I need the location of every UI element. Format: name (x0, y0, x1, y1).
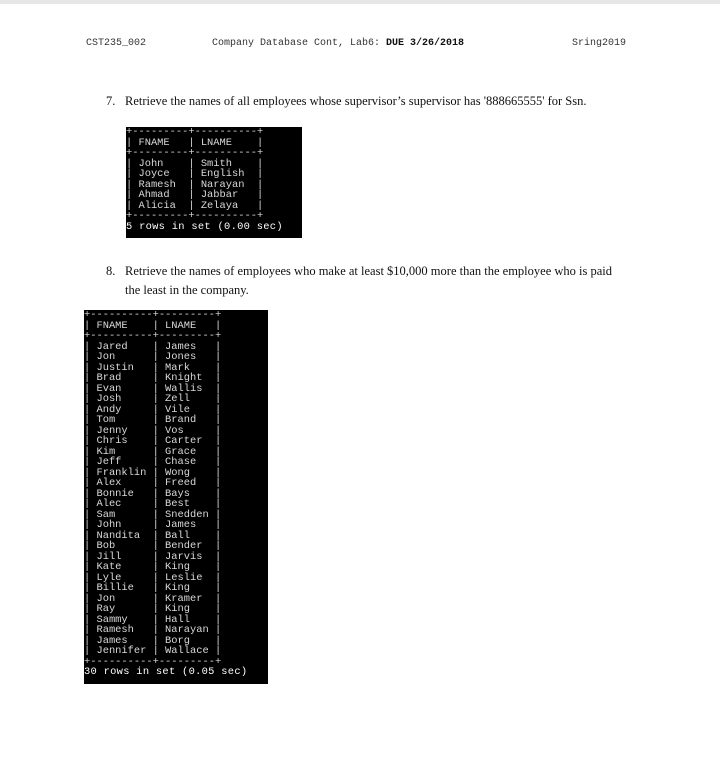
table-row: | Chris | Carter | (84, 435, 222, 447)
table-row: | Bonnie | Bays | (84, 487, 222, 500)
table-row: | Sammy | Hall | (84, 613, 222, 626)
table-row: | Kim | Grace | (84, 445, 222, 458)
table-border: +----------+---------+ (84, 310, 222, 321)
table-row: | Jeff | Chase | (84, 456, 222, 468)
table-row: | Ahmad | Jabbar | (126, 189, 264, 201)
lab-title-text: Company Database Cont, Lab6: (212, 38, 381, 49)
table-row: | Jennifer | Wallace | (84, 645, 222, 657)
table-row: | Ray | King | (84, 603, 222, 615)
query-result-console (84, 310, 268, 684)
table-row: | Brad | Knight | (84, 372, 222, 384)
table-row: | Ramesh | Narayan | (84, 624, 222, 636)
table-row: | Jenny | Vos | (84, 424, 222, 437)
table-header-row: | FNAME | LNAME | (126, 136, 264, 149)
table-row: | Tom | Brand | (84, 414, 222, 426)
table-border: +---------+----------+ (126, 127, 264, 138)
table-header-row: | FNAME | LNAME | (84, 319, 222, 332)
question-text: Retrieve the names of employees who make at least $10,000 more than the employee who is paid the least in the company. (125, 264, 613, 297)
table-row: | Evan | Wallis | (84, 382, 222, 395)
result-summary: 5 rows in set (0.00 sec) (126, 220, 283, 233)
table-row: | Sam | Snedden | (84, 508, 222, 521)
table-row: | Joyce | English | (126, 168, 264, 180)
table-row: | Alex | Freed | (84, 477, 222, 489)
table-row: | Kate | King | (84, 561, 222, 573)
due-date: DUE 3/26/2018 (386, 38, 465, 49)
table-border: +---------+----------+ (126, 210, 264, 222)
table-row: | Ramesh | Narayan | (126, 178, 264, 191)
page-top-strip (0, 0, 720, 4)
lab-title (212, 38, 464, 49)
question-number: 8. (106, 264, 116, 278)
table-row: | Jon | Kramer | (84, 592, 222, 605)
table-row: | Andy | Vile | (84, 403, 222, 416)
table-border: +----------+---------+ (84, 330, 222, 342)
table-row: | Alec | Best | (84, 498, 222, 510)
table-row: | Alicia | Zelaya | (126, 199, 264, 212)
table-row: | John | Smith | (126, 157, 264, 170)
table-row: | Jon | Jones | (84, 351, 222, 363)
table-row: | Josh | Zell | (84, 393, 222, 405)
table-row: | James | Borg | (84, 634, 222, 647)
table-row: | Lyle | Leslie | (84, 571, 222, 584)
table-row: | Franklin | Wong | (84, 466, 222, 479)
query-result-console (126, 127, 302, 238)
table-row: | John | James | (84, 519, 222, 531)
result-summary: 30 rows in set (0.05 sec) (84, 666, 248, 678)
table-border: +----------+---------+ (84, 655, 222, 668)
term-label: Sring2019 (572, 38, 627, 49)
table-border: +---------+----------+ (126, 147, 264, 159)
table-row: | Jill | Jarvis | (84, 550, 222, 563)
course-code: CST235_002 (86, 38, 147, 49)
table-row: | Justin | Mark | (84, 361, 222, 374)
question-text: Retrieve the names of all employees whose supervisor’s supervisor has '888665555' for Ssn. (125, 94, 587, 108)
table-row: | Billie | King | (84, 582, 222, 594)
table-row: | Bob | Bender | (84, 540, 222, 552)
table-row: | Nandita | Ball | (84, 529, 222, 542)
table-row: | Jared | James | (84, 340, 222, 353)
question-number: 7. (106, 94, 116, 108)
